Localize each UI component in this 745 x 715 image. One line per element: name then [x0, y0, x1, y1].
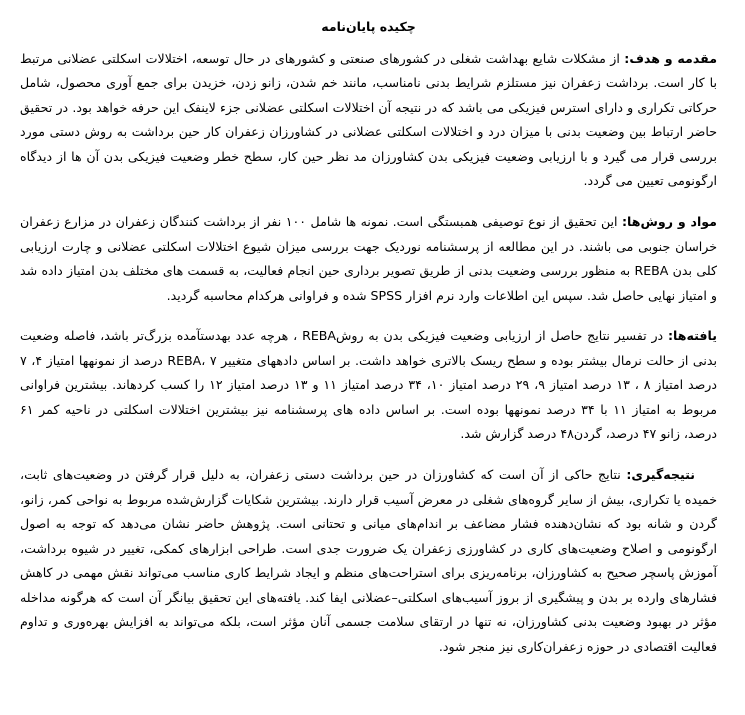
paragraph-findings-label: یافته‌ها:	[668, 328, 717, 344]
paragraph-intro-label: مقدمه و هدف:	[624, 50, 717, 66]
paragraph-methods	[20, 210, 717, 308]
paragraph-conclusion	[20, 463, 717, 659]
paragraph-findings-text: در تفسیر نتایج حاصل از ارزیابی وضعیت فیزیکی بدن به روشREBA ، هرچه عدد بهدستآمده بزرگ‌تر باشد، فاصله وضعیت بدنی از حالت نرمال بیشتر بوده و سطح ریسک بالاتری خواهد داشت. بر اساس دادههای متغییر REBA، ۷ درصد از نمونهها امتیاز ۴، ۷ درصد امتیاز ۸ ، ۱۳ درصد امتیاز ۹، ۲۹ درصد امتیاز ۱۰، ۳۴ درصد امتیاز ۱۱ و ۱۳ درصد امتیاز ۱۲ را کسب کردهاند. بیشترین فراوانی مربوط به امتیاز ۱۱ با ۳۴ درصد نمونهها بوده است. بر اساس داده های پرسشنامه نیز بیشترین اختلالات اسکلتی در ناحیه کمر ۶۱ درصد، زانو ۴۷ درصد، گردن۴۸ درصد گزارش شد.	[20, 328, 717, 442]
paragraph-findings	[20, 324, 717, 447]
paragraph-methods-label: مواد و روش‌ها:	[622, 214, 717, 230]
paragraph-intro-text: از مشکلات شایع بهداشت شغلی در کشورهای صنعتی و کشورهای در حال توسعه، اختلالات اسکلتی عضلانی مرتبط با کار است. برداشت زعفران نیز مستلزم شرایط بدنی نامناسب، مانند خم شدن، زانو زدن، خزیدن برای جمع آوری محصول، شامل حرکاتی تکراری و دارای استرس فیزیکی می باشد که در نتیجه آن اختلالات اسکلتی عضلانی جزء لاینفک این حرفه خواهد بود. در تحقیق حاضر ارتباط بین وضعیت بدنی با میزان درد و اختلالات اسکلتی عضلانی در کشاورزان زعفران کار حین برداشت به روش دستی مورد بررسی قرار می گیرد و با ارزیابی وضعیت فیزیکی بدن کشاورزان مد نظر حین کار، سطح خطر وضعیت فیزیکی بدن آن ها از دیدگاه ارگونومی تعیین می گردد.	[20, 50, 717, 189]
page-title: چکیده پایان‌نامه	[321, 19, 416, 34]
paragraph-conclusion-text: نتایج حاکی از آن است که کشاورزان در حین برداشت دستی زعفران، به دلیل قرار گرفتن در وضعیت‌های ثابت، خمیده یا تکراری، بیش از سایر گروه‌های شغلی در معرض آسیب قرار دارند. بیشترین شکایات گزارش‌شده مربوط به نواحی کمر، زانو، گردن و شانه بود که نشان‌دهنده فشار مضاعف بر اندام‌های میانی و تحتانی است. پژوهش حاضر نشان می‌دهد که توجه به اصول ارگونومی و اصلاح وضعیت‌های کاری در کشاورزی زعفران یک ضرورت جدی است. طراحی ابزارهای کمکی، تغییر در شیوه برداشت، آموزش پاسچر صحیح به کشاورزان، برنامه‌ریزی برای استراحت‌های منظم و ایجاد شرایط کاری مناسب می‌تواند نقش مهمی در کاهش فشارهای وارده بر بدن و پیشگیری از بروز آسیب‌های اسکلتی–عضلانی ایفا کند. یافته‌های این تحقیق بیانگر آن است که هرگونه مداخله مؤثر در بهبود وضعیت بدنی کشاورزان، نه تنها در ارتقای سلامت جسمی آنان مؤثر است، بلکه می‌تواند به افزایش بهره‌وری و تداوم فعالیت اقتصادی در حوزه زعفران‌کاری نیز منجر شود.	[20, 466, 717, 654]
paragraph-methods-text: این تحقیق از نوع توصیفی همبستگی است. نمونه ها شامل ۱۰۰ نفر از برداشت کنندگان زعفران در مزارع زعفران خراسان جنوبی می باشند. در این مطالعه از پرسشنامه نوردیک جهت بررسی میزان شیوع اختلالات اسکلتی عضلانی و چارت ارزیابی کلی بدن REBA به منظور بررسی وضعیت بدنی از طریق تصویر برداری حین انجام فعالیت، به قسمت های مختلف بدن امتیاز داده شد و امتیاز نهایی حاصل شد. سپس این اطلاعات وارد نرم افزار SPSS شده و فراوانی هرکدام محاسبه گردید.	[20, 214, 717, 303]
paragraph-conclusion-label: نتیجه‌گیری:	[626, 466, 695, 482]
paragraph-intro	[20, 47, 717, 194]
